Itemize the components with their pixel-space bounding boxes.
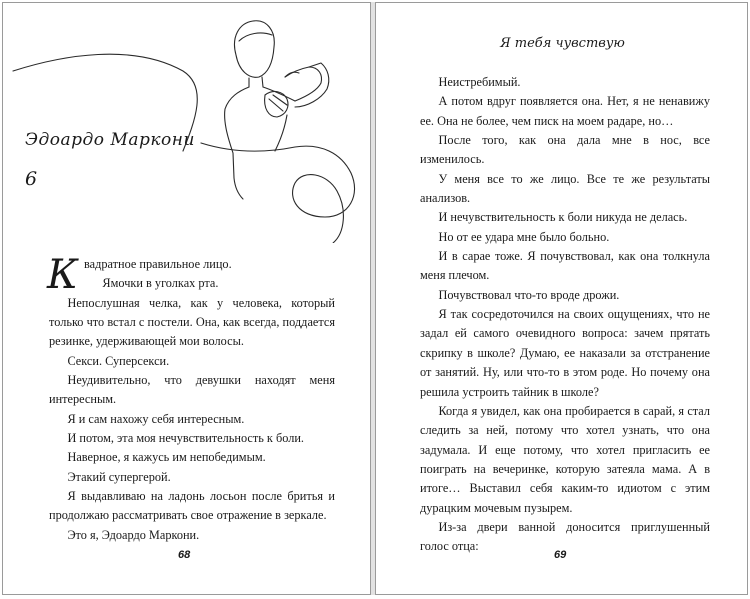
paragraph: Это я, Эдоардо Маркони. (67, 527, 200, 542)
paragraph: Непослушная челка, как у человека, который только что встал с постели. Она, как всегда, поддается резинке, удерживающей мои волосы. (49, 295, 335, 349)
paragraph: Квадратное правильное лицо. (47, 252, 232, 298)
left-page-text (47, 252, 335, 545)
paragraph: Секси. Суперсекси. (67, 353, 170, 368)
page-number: 69 (554, 549, 567, 561)
paragraph: А потом вдруг появляется она. Нет, я не ненавижу ее. Она не более, чем писк на моем радаре, но… (420, 94, 710, 128)
page-number: 68 (178, 549, 191, 561)
chapter-title: Эдоардо Маркони (25, 130, 195, 150)
paragraph: Почувствовал что-то вроде дрожи. (438, 287, 620, 302)
paragraph: И в сарае тоже. Я почувствовал, как она толкнула меня плечом. (420, 249, 710, 283)
chapter-number: 6 (25, 168, 38, 190)
chapter-illustration (3, 3, 371, 243)
paragraph: Я так сосредоточился на своих ощущениях, что не задал ей самого очевидного вопроса: зачем прятать скрипку в школе? Думаю, ее наказали за отстранение от занятий. Ну, или что-то в этом роде. Но почему она решила устроить тайник в школе? (420, 307, 710, 399)
running-head: Я тебя чувствую (500, 36, 625, 51)
paragraph: Но от ее удара мне было больно. (438, 229, 610, 244)
right-page (375, 2, 748, 595)
paragraph: И потом, эта моя нечувствительность к боли. (67, 431, 305, 446)
paragraph: И нечувствительность к боли никуда не делась. (438, 210, 688, 225)
paragraph: Я и сам нахожу себя интересным. (67, 411, 245, 426)
right-page-text (420, 73, 710, 557)
paragraph: После того, как она дала мне в нос, все изменилось. (420, 133, 710, 167)
left-page (2, 2, 371, 595)
paragraph: Неудивительно, что девушки находят меня интересным. (49, 373, 335, 407)
paragraph: Неистребимый. (438, 75, 521, 89)
paragraph: Этакий супергерой. (67, 469, 171, 484)
drop-cap: К (47, 252, 78, 298)
paragraph: Когда я увидел, как она пробирается в сарай, я стал следить за ней, потому что хотел узнать, что она задумала. И еще потому, что хотел пригласить ее поиграть на вечеринке, которую затеяла мама. А в итоге… Выставил себя каким-то идиотом с этим дурацким мочевым пузырем. (420, 403, 710, 515)
paragraph: Из-за двери ванной доносится приглушенный голос отца: (420, 519, 710, 554)
paragraph: Ямочки в уголках рта. (102, 276, 219, 291)
paragraph: Наверное, я кажусь им непобедимым. (67, 450, 266, 465)
paragraph: У меня все то же лицо. Все те же результаты анализов. (420, 171, 710, 206)
paragraph: Я выдавливаю на ладонь лосьон после бритья и продолжаю рассматривать свое отражение в зеркале. (49, 489, 335, 523)
